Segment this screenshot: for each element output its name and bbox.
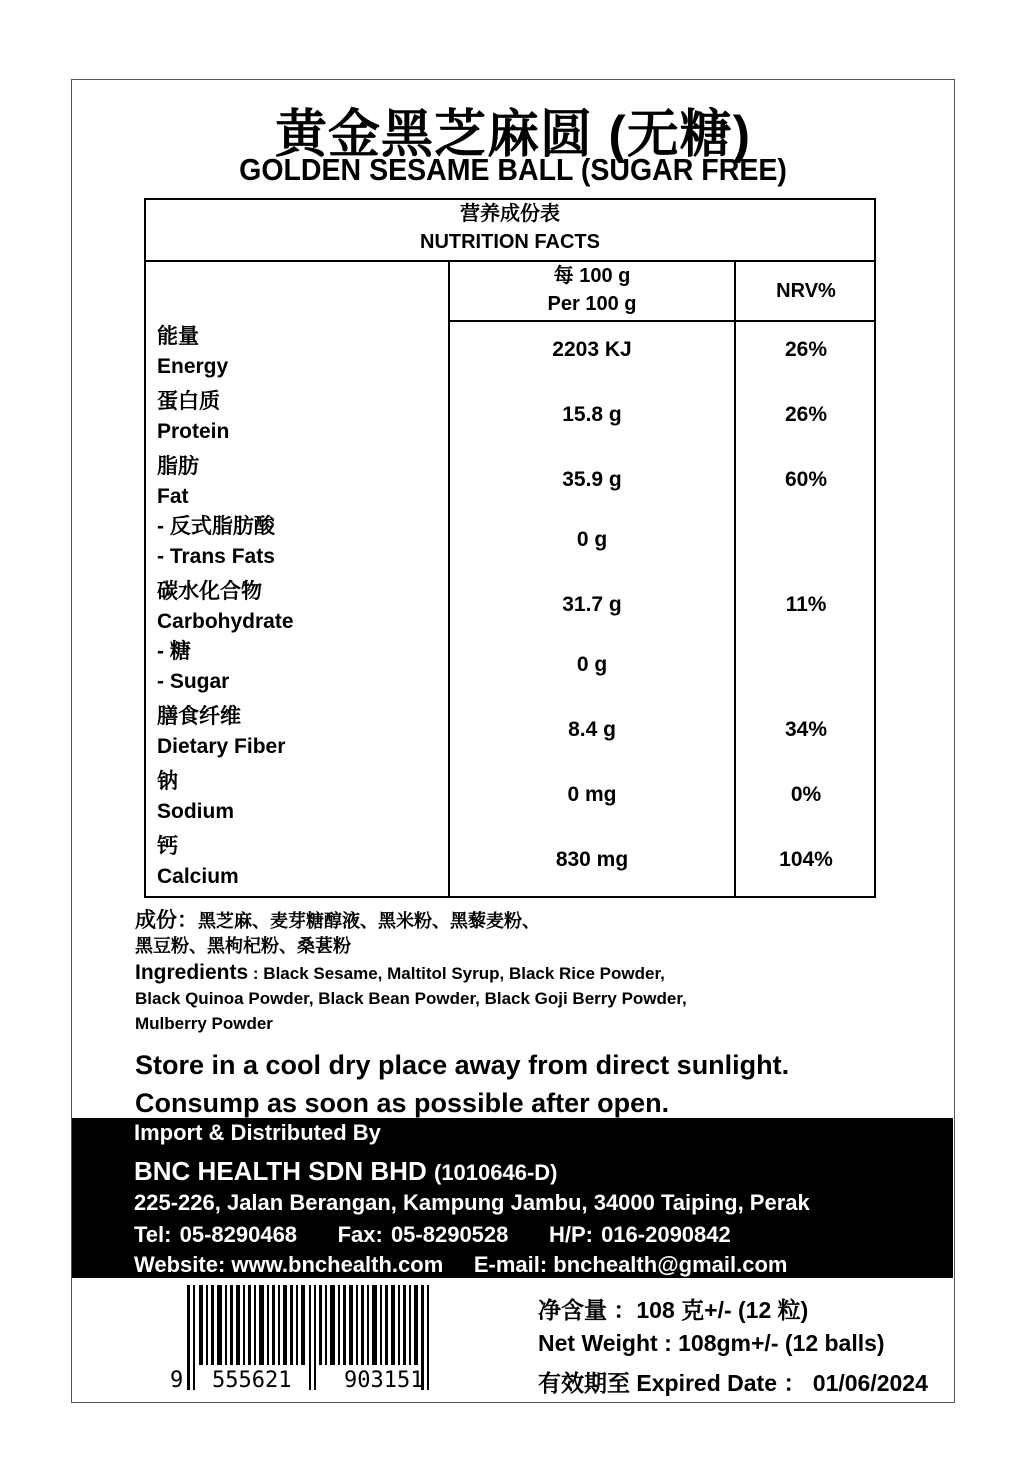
nutrient-name-cn: - 糖 — [157, 640, 191, 663]
nutrient-amount: 0 g — [576, 528, 608, 551]
nutrient-name-en: Energy — [157, 355, 229, 378]
nutrient-name-en: Carbohydrate — [157, 610, 294, 633]
nutrient-nrv: 11% — [785, 593, 827, 616]
nutrient-amount: 0 g — [576, 653, 608, 676]
nutrient-row — [146, 832, 874, 892]
nutrient-amount: 830 mg — [555, 848, 629, 871]
nutrition-header-en: NUTRITION FACTS — [420, 231, 600, 253]
net-weight-cn: 净含量 ：108 克+/- (12 粒) — [538, 1297, 809, 1323]
ingredients-label-cn: 成份： — [135, 909, 198, 932]
storage-line: Consump as soon as possible after open. — [135, 1088, 670, 1118]
per-cn: 每 100 g — [553, 265, 631, 287]
nutrient-row — [146, 702, 874, 762]
company-address: 225-226, Jalan Berangan, Kampung Jambu, 34000 Taiping, Perak — [134, 1190, 810, 1215]
nutrient-amount: 31.7 g — [562, 593, 622, 616]
nutrient-nrv: 34% — [784, 718, 828, 741]
nutrient-row — [146, 577, 874, 637]
nutrition-facts-header — [146, 200, 874, 262]
nutrient-name-en: Dietary Fiber — [157, 735, 286, 758]
nutrient-row — [146, 387, 874, 447]
barcode-digits-left: 555621 — [212, 1368, 292, 1393]
nutrient-amount: 35.9 g — [562, 468, 622, 491]
ingredients-text-cn: 黑豆粉、黑枸杞粉、桑葚粉 — [135, 936, 351, 956]
nutrient-name-cn: 膳食纤维 — [157, 705, 241, 728]
expiry-date: 有效期至 Expired Date ： 01/06/2024 — [538, 1370, 928, 1396]
ingredients-text-en: Mulberry Powder — [135, 1014, 273, 1033]
company-title: BNC HEALTH SDN BHD — [134, 1156, 427, 1186]
ingredients-separator: : — [248, 964, 264, 983]
nutrient-amount: 0 mg — [567, 783, 617, 806]
nutrient-name-cn: 钠 — [157, 770, 178, 793]
nutrient-row — [146, 322, 874, 382]
company-web-email: Website: www.bnchealth.com E-mail: bnchealth@gmail.com — [134, 1252, 788, 1277]
nutrient-name-en: - Trans Fats — [157, 545, 275, 568]
company-name — [134, 1156, 557, 1187]
company-reg: (1010646-D) — [433, 1160, 558, 1185]
nutrient-nrv: 60% — [784, 468, 828, 491]
nutrient-amount: 8.4 g — [568, 718, 616, 741]
nutrient-name-en: Sodium — [157, 800, 234, 823]
nutrient-name-cn: 碳水化合物 — [157, 580, 262, 603]
barcode-digit-prefix: 9 — [170, 1368, 184, 1393]
ingredients-chinese — [135, 908, 735, 959]
nutrient-name-cn: 蛋白质 — [157, 390, 220, 413]
nutrient-row — [146, 637, 874, 697]
nutrient-name-en: Protein — [157, 420, 230, 443]
nutrient-name-en: Calcium — [157, 865, 239, 888]
nutrient-name-cn: 脂肪 — [157, 455, 199, 478]
nutrient-nrv: 26% — [784, 403, 828, 426]
column-header-nrv: NRV% — [776, 280, 836, 302]
nutrient-row — [146, 767, 874, 827]
distributor-block — [72, 1118, 953, 1278]
title-chinese: 黄金黑芝麻圆 (无糖) — [274, 106, 752, 164]
nutrient-nrv: 26% — [784, 338, 828, 361]
nutrient-nrv: 0% — [790, 783, 822, 806]
storage-line: Store in a cool dry place away from direct sunlight. — [135, 1050, 790, 1080]
nutrient-amount: 2203 KJ — [552, 338, 632, 361]
nutrient-name-cn: 钙 — [157, 835, 178, 858]
nutrition-header-cn: 营养成份表 — [460, 203, 560, 225]
nutrient-name-cn: 能量 — [157, 325, 199, 348]
barcode-digits-right: 903151 — [344, 1368, 424, 1393]
nutrition-facts-table — [144, 198, 876, 898]
company-contact: Tel: 05-8290468 Fax: 05-8290528 H/P: 016-2090842 — [134, 1222, 731, 1247]
net-weight-en: Net Weight : 108gm+/- (12 balls) — [538, 1330, 885, 1356]
column-header-per-100g — [450, 262, 734, 318]
nutrient-name-cn: - 反式脂肪酸 — [157, 515, 275, 538]
ingredients-text-en: Black Quinoa Powder, Black Bean Powder, Black Goji Berry Powder, — [135, 989, 687, 1008]
storage-instructions — [135, 1046, 789, 1122]
ingredients-text-en: Black Sesame, Maltitol Syrup, Black Rice Powder, — [263, 964, 665, 983]
nutrient-row — [146, 512, 874, 572]
distributor-label: Import & Distributed By — [134, 1120, 381, 1145]
ingredients-label-en: Ingredients — [135, 961, 249, 984]
nutrient-row — [146, 452, 874, 512]
nutrient-name-en: - Sugar — [157, 670, 230, 693]
ingredients-text-cn: 黑芝麻、麦芽糖醇液、黑米粉、黑藜麦粉、 — [198, 911, 540, 931]
nutrient-name-en: Fat — [157, 485, 189, 508]
nutrient-amount: 15.8 g — [562, 403, 622, 426]
title-english: GOLDEN SESAME BALL (SUGAR FREE) — [239, 152, 787, 187]
ingredients-english — [135, 960, 775, 1036]
nutrient-nrv: 104% — [779, 848, 833, 871]
product-label — [71, 79, 955, 1403]
per-en: Per 100 g — [547, 293, 637, 315]
